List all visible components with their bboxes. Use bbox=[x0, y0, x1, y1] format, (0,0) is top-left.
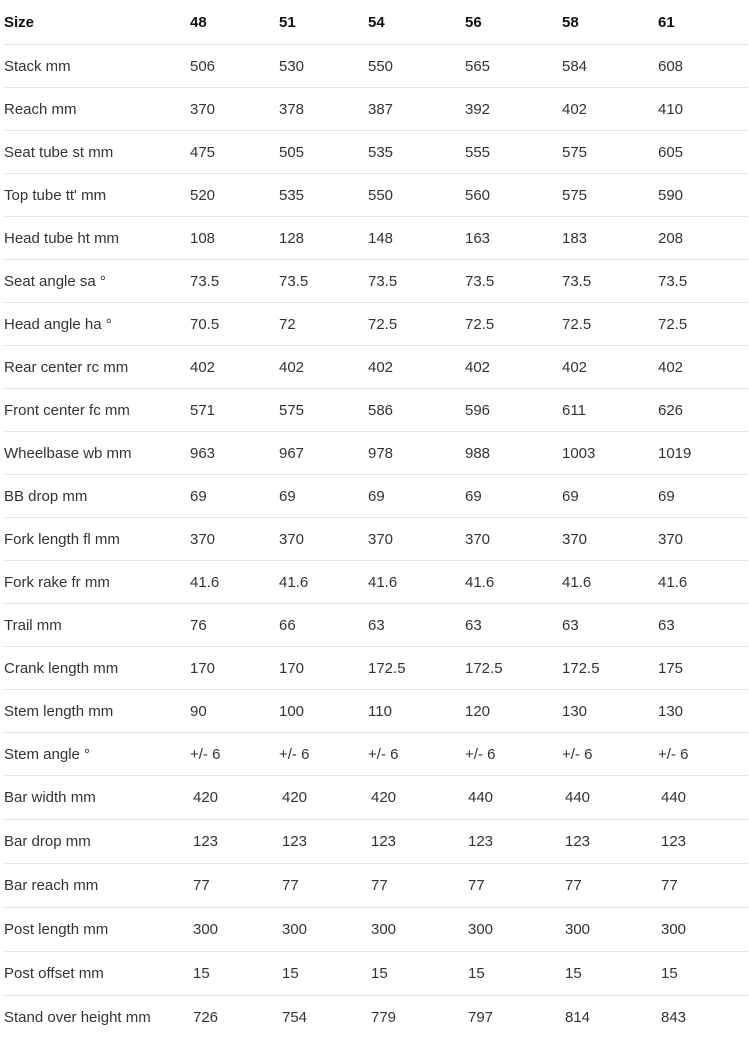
cell-value: +/- 6 bbox=[465, 733, 562, 776]
cell-value: 41.6 bbox=[658, 561, 748, 604]
cell-value: 100 bbox=[279, 690, 368, 733]
cell-value: 76 bbox=[190, 604, 279, 647]
cell-value: 440 bbox=[658, 776, 748, 820]
cell-value: 72.5 bbox=[562, 303, 658, 346]
cell-value: 555 bbox=[465, 131, 562, 174]
table-row-stem-angle bbox=[4, 733, 748, 776]
row-label: Front center fc mm bbox=[4, 389, 190, 432]
cell-value: 575 bbox=[279, 389, 368, 432]
row-label: Fork length fl mm bbox=[4, 518, 190, 561]
cell-value: 584 bbox=[562, 45, 658, 88]
header-size-51: 51 bbox=[279, 0, 368, 45]
cell-value: 967 bbox=[279, 432, 368, 475]
cell-value: 475 bbox=[190, 131, 279, 174]
row-label: Seat angle sa ° bbox=[4, 260, 190, 303]
row-label: Rear center rc mm bbox=[4, 346, 190, 389]
cell-value: 120 bbox=[465, 690, 562, 733]
cell-value: 387 bbox=[368, 88, 465, 131]
cell-value: 77 bbox=[465, 864, 562, 908]
cell-value: 63 bbox=[368, 604, 465, 647]
cell-value: 15 bbox=[190, 952, 279, 996]
cell-value: 565 bbox=[465, 45, 562, 88]
cell-value: 779 bbox=[368, 996, 465, 1039]
cell-value: 63 bbox=[658, 604, 748, 647]
cell-value: 90 bbox=[190, 690, 279, 733]
table-row-stand-over-height-mm bbox=[4, 996, 748, 1039]
cell-value: 73.5 bbox=[562, 260, 658, 303]
header-size-61: 61 bbox=[658, 0, 748, 45]
table-row-stem-length-mm bbox=[4, 690, 748, 733]
cell-value: 108 bbox=[190, 217, 279, 260]
row-label: Post offset mm bbox=[4, 952, 190, 996]
cell-value: 175 bbox=[658, 647, 748, 690]
cell-value: 402 bbox=[190, 346, 279, 389]
cell-value: 128 bbox=[279, 217, 368, 260]
cell-value: 520 bbox=[190, 174, 279, 217]
cell-value: 300 bbox=[658, 908, 748, 952]
cell-value: 535 bbox=[368, 131, 465, 174]
cell-value: 978 bbox=[368, 432, 465, 475]
row-label: Stem length mm bbox=[4, 690, 190, 733]
cell-value: 15 bbox=[658, 952, 748, 996]
row-label: Reach mm bbox=[4, 88, 190, 131]
table-row-seat-angle-sa bbox=[4, 260, 748, 303]
cell-value: 123 bbox=[190, 820, 279, 864]
cell-value: 123 bbox=[279, 820, 368, 864]
cell-value: 123 bbox=[562, 820, 658, 864]
table-row-head-tube-ht-mm bbox=[4, 217, 748, 260]
cell-value: 370 bbox=[465, 518, 562, 561]
row-label: Post length mm bbox=[4, 908, 190, 952]
table-row-crank-length-mm bbox=[4, 647, 748, 690]
cell-value: +/- 6 bbox=[279, 733, 368, 776]
row-label: Bar width mm bbox=[4, 776, 190, 820]
header-size-58: 58 bbox=[562, 0, 658, 45]
cell-value: 560 bbox=[465, 174, 562, 217]
cell-value: 66 bbox=[279, 604, 368, 647]
cell-value: 608 bbox=[658, 45, 748, 88]
table-row-post-length-mm bbox=[4, 908, 748, 952]
header-size-56: 56 bbox=[465, 0, 562, 45]
row-label: Seat tube st mm bbox=[4, 131, 190, 174]
cell-value: 41.6 bbox=[562, 561, 658, 604]
cell-value: 77 bbox=[658, 864, 748, 908]
cell-value: 420 bbox=[190, 776, 279, 820]
cell-value: 402 bbox=[658, 346, 748, 389]
cell-value: 73.5 bbox=[465, 260, 562, 303]
cell-value: 402 bbox=[562, 88, 658, 131]
cell-value: 123 bbox=[465, 820, 562, 864]
cell-value: 41.6 bbox=[190, 561, 279, 604]
cell-value: +/- 6 bbox=[368, 733, 465, 776]
cell-value: 72 bbox=[279, 303, 368, 346]
cell-value: +/- 6 bbox=[562, 733, 658, 776]
row-label: Stand over height mm bbox=[4, 996, 190, 1039]
cell-value: 571 bbox=[190, 389, 279, 432]
cell-value: 370 bbox=[190, 518, 279, 561]
cell-value: 77 bbox=[562, 864, 658, 908]
cell-value: 183 bbox=[562, 217, 658, 260]
cell-value: 163 bbox=[465, 217, 562, 260]
cell-value: +/- 6 bbox=[190, 733, 279, 776]
cell-value: 420 bbox=[368, 776, 465, 820]
cell-value: 123 bbox=[658, 820, 748, 864]
row-label: Head angle ha ° bbox=[4, 303, 190, 346]
cell-value: 550 bbox=[368, 45, 465, 88]
table-row-wheelbase-wb-mm bbox=[4, 432, 748, 475]
row-label: Wheelbase wb mm bbox=[4, 432, 190, 475]
table-row-front-center-fc-mm bbox=[4, 389, 748, 432]
cell-value: 611 bbox=[562, 389, 658, 432]
cell-value: 70.5 bbox=[190, 303, 279, 346]
cell-value: 77 bbox=[368, 864, 465, 908]
cell-value: 73.5 bbox=[190, 260, 279, 303]
header-size-54: 54 bbox=[368, 0, 465, 45]
cell-value: 170 bbox=[279, 647, 368, 690]
cell-value: 392 bbox=[465, 88, 562, 131]
cell-value: 15 bbox=[465, 952, 562, 996]
cell-value: 15 bbox=[279, 952, 368, 996]
row-label: Stem angle ° bbox=[4, 733, 190, 776]
cell-value: 797 bbox=[465, 996, 562, 1039]
cell-value: 123 bbox=[368, 820, 465, 864]
table-row-bar-drop-mm bbox=[4, 820, 748, 864]
cell-value: 410 bbox=[658, 88, 748, 131]
cell-value: 72.5 bbox=[658, 303, 748, 346]
cell-value: 41.6 bbox=[279, 561, 368, 604]
cell-value: 69 bbox=[658, 475, 748, 518]
cell-value: 575 bbox=[562, 131, 658, 174]
cell-value: 726 bbox=[190, 996, 279, 1039]
table-row-trail-mm bbox=[4, 604, 748, 647]
header-size-48: 48 bbox=[190, 0, 279, 45]
cell-value: 69 bbox=[190, 475, 279, 518]
cell-value: 69 bbox=[368, 475, 465, 518]
cell-value: 550 bbox=[368, 174, 465, 217]
cell-value: 300 bbox=[368, 908, 465, 952]
cell-value: 208 bbox=[658, 217, 748, 260]
cell-value: 754 bbox=[279, 996, 368, 1039]
cell-value: 402 bbox=[465, 346, 562, 389]
cell-value: 420 bbox=[279, 776, 368, 820]
cell-value: 63 bbox=[465, 604, 562, 647]
table-row-fork-length-fl-mm bbox=[4, 518, 748, 561]
header-size: Size bbox=[4, 0, 190, 45]
cell-value: 69 bbox=[279, 475, 368, 518]
table-row-fork-rake-fr-mm bbox=[4, 561, 748, 604]
cell-value: 1019 bbox=[658, 432, 748, 475]
cell-value: 1003 bbox=[562, 432, 658, 475]
cell-value: 110 bbox=[368, 690, 465, 733]
cell-value: 370 bbox=[562, 518, 658, 561]
table-row-bar-width-mm bbox=[4, 776, 748, 820]
cell-value: 73.5 bbox=[279, 260, 368, 303]
row-label: Head tube ht mm bbox=[4, 217, 190, 260]
cell-value: 77 bbox=[279, 864, 368, 908]
cell-value: 378 bbox=[279, 88, 368, 131]
cell-value: 590 bbox=[658, 174, 748, 217]
table-row-head-angle-ha bbox=[4, 303, 748, 346]
row-label: Crank length mm bbox=[4, 647, 190, 690]
cell-value: 300 bbox=[190, 908, 279, 952]
cell-value: 41.6 bbox=[465, 561, 562, 604]
cell-value: 69 bbox=[562, 475, 658, 518]
cell-value: 370 bbox=[658, 518, 748, 561]
cell-value: 130 bbox=[658, 690, 748, 733]
cell-value: 586 bbox=[368, 389, 465, 432]
table-row-top-tube-tt-mm bbox=[4, 174, 748, 217]
cell-value: 988 bbox=[465, 432, 562, 475]
cell-value: 77 bbox=[190, 864, 279, 908]
header-row bbox=[4, 0, 748, 45]
cell-value: 73.5 bbox=[658, 260, 748, 303]
geometry-table bbox=[4, 0, 748, 1039]
table-row-rear-center-rc-mm bbox=[4, 346, 748, 389]
cell-value: 72.5 bbox=[465, 303, 562, 346]
cell-value: 15 bbox=[368, 952, 465, 996]
cell-value: 506 bbox=[190, 45, 279, 88]
cell-value: 73.5 bbox=[368, 260, 465, 303]
row-label: Stack mm bbox=[4, 45, 190, 88]
cell-value: 605 bbox=[658, 131, 748, 174]
cell-value: 15 bbox=[562, 952, 658, 996]
cell-value: 402 bbox=[279, 346, 368, 389]
table-row-seat-tube-st-mm bbox=[4, 131, 748, 174]
cell-value: 575 bbox=[562, 174, 658, 217]
cell-value: 172.5 bbox=[562, 647, 658, 690]
cell-value: 300 bbox=[465, 908, 562, 952]
cell-value: 370 bbox=[190, 88, 279, 131]
cell-value: 148 bbox=[368, 217, 465, 260]
cell-value: 814 bbox=[562, 996, 658, 1039]
table-row-bar-reach-mm bbox=[4, 864, 748, 908]
cell-value: 370 bbox=[368, 518, 465, 561]
cell-value: 963 bbox=[190, 432, 279, 475]
cell-value: +/- 6 bbox=[658, 733, 748, 776]
cell-value: 41.6 bbox=[368, 561, 465, 604]
row-label: Fork rake fr mm bbox=[4, 561, 190, 604]
cell-value: 440 bbox=[562, 776, 658, 820]
row-label: Top tube tt' mm bbox=[4, 174, 190, 217]
cell-value: 626 bbox=[658, 389, 748, 432]
cell-value: 440 bbox=[465, 776, 562, 820]
row-label: Bar drop mm bbox=[4, 820, 190, 864]
cell-value: 72.5 bbox=[368, 303, 465, 346]
table-row-bb-drop-mm bbox=[4, 475, 748, 518]
cell-value: 596 bbox=[465, 389, 562, 432]
cell-value: 530 bbox=[279, 45, 368, 88]
cell-value: 402 bbox=[368, 346, 465, 389]
cell-value: 172.5 bbox=[465, 647, 562, 690]
table-row-reach-mm bbox=[4, 88, 748, 131]
row-label: BB drop mm bbox=[4, 475, 190, 518]
cell-value: 505 bbox=[279, 131, 368, 174]
table-row-stack-mm bbox=[4, 45, 748, 88]
cell-value: 535 bbox=[279, 174, 368, 217]
row-label: Bar reach mm bbox=[4, 864, 190, 908]
cell-value: 69 bbox=[465, 475, 562, 518]
cell-value: 130 bbox=[562, 690, 658, 733]
cell-value: 843 bbox=[658, 996, 748, 1039]
cell-value: 63 bbox=[562, 604, 658, 647]
cell-value: 172.5 bbox=[368, 647, 465, 690]
table-row-post-offset-mm bbox=[4, 952, 748, 996]
cell-value: 300 bbox=[562, 908, 658, 952]
cell-value: 402 bbox=[562, 346, 658, 389]
cell-value: 170 bbox=[190, 647, 279, 690]
row-label: Trail mm bbox=[4, 604, 190, 647]
cell-value: 370 bbox=[279, 518, 368, 561]
cell-value: 300 bbox=[279, 908, 368, 952]
